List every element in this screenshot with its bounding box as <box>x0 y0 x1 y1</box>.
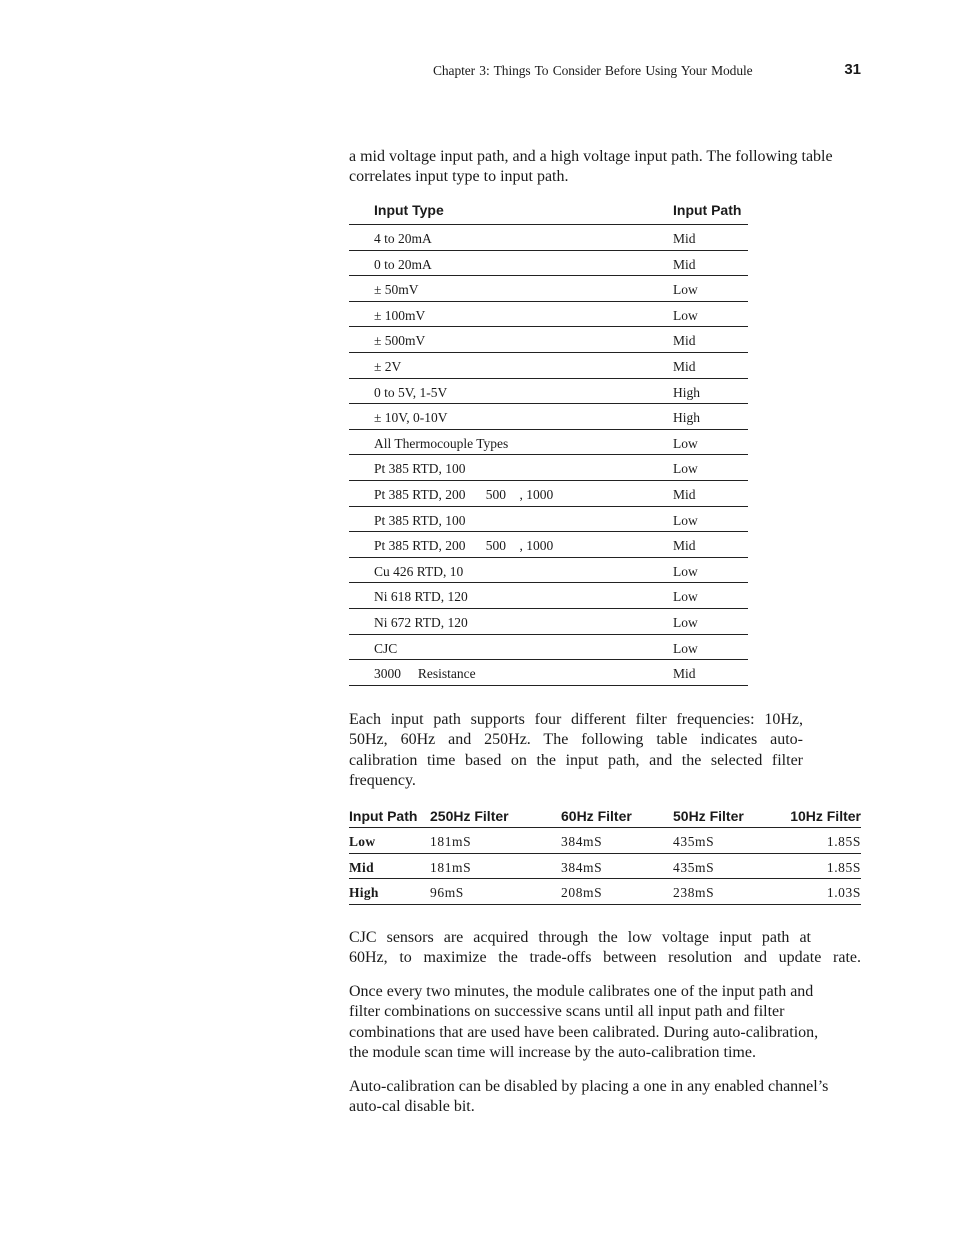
input-path-cell: Low <box>673 282 698 298</box>
calibration-line: combinations that are used have been calibrated. During auto-calibration, <box>349 1023 819 1041</box>
intro-line: a mid voltage input path, and a high voltage input path. The following table <box>349 148 833 165</box>
input-type-cell: Ni 618 RTD, 120 <box>374 589 468 605</box>
time-cell: 208mS <box>561 885 603 901</box>
time-cell: 181mS <box>430 834 472 849</box>
intro-paragraph <box>349 147 861 188</box>
input-type-cell: All Thermocouple Types <box>374 435 509 451</box>
time-cell: 96mS <box>430 885 464 901</box>
table-row <box>349 532 748 558</box>
header-60hz: 60Hz Filter <box>561 808 632 824</box>
table-row <box>349 455 748 481</box>
time-cell: 1.03S <box>826 885 861 901</box>
disable-paragraph <box>349 1077 861 1118</box>
table-header-row <box>349 803 861 828</box>
input-path-cell: Low <box>673 512 698 528</box>
filter-paragraph <box>349 710 803 791</box>
input-type-cell: Ni 672 RTD, 120 <box>374 614 468 630</box>
input-type-cell: Pt 385 RTD, 200 500 , 1000 <box>374 486 554 502</box>
path-cell: High <box>349 885 379 901</box>
input-type-cell: 4 to 20mA <box>374 231 432 246</box>
table-row <box>349 635 748 661</box>
cjc-paragraph <box>349 928 861 969</box>
table-row <box>349 609 748 635</box>
input-type-cell: Cu 426 RTD, 10 <box>374 563 464 579</box>
table-row <box>349 276 748 302</box>
table-row <box>349 251 748 277</box>
table-row <box>349 404 748 430</box>
input-path-cell: Low <box>673 461 698 477</box>
time-cell: 1.85S <box>826 834 861 849</box>
input-path-cell: Mid <box>673 486 696 502</box>
time-cell: 238mS <box>673 885 715 901</box>
page-number: 31 <box>844 61 861 78</box>
table-header-row <box>349 196 748 225</box>
header-input-path: Input Path <box>673 202 742 218</box>
calibration-line: Once every two minutes, the module calibrates one of the input path and <box>349 983 814 1000</box>
input-path-cell: High <box>673 410 700 426</box>
header-input-path: Input Path <box>349 808 418 824</box>
table-row <box>349 302 748 328</box>
input-type-cell: 3000 Resistance <box>374 666 476 682</box>
input-type-cell: CJC <box>374 640 398 656</box>
input-type-cell: ± 500mV <box>374 333 426 349</box>
table-row <box>349 379 748 405</box>
table-row <box>349 660 748 686</box>
input-path-cell: High <box>673 384 700 400</box>
time-cell: 384mS <box>561 859 603 875</box>
time-cell: 1.85S <box>826 859 861 875</box>
table-row <box>349 879 861 905</box>
input-type-cell: ± 10V, 0-10V <box>374 410 448 426</box>
time-cell: 435mS <box>673 859 715 875</box>
table-row <box>349 854 861 880</box>
cjc-line: 60Hz, to maximize the trade-offs between resolution and update rate. <box>349 949 861 967</box>
table-row <box>349 507 748 533</box>
calibration-line: filter combinations on successive scans until all input path and filter <box>349 1003 785 1021</box>
filter-line: Each input path supports four different filter frequencies: 10Hz, <box>349 711 803 728</box>
time-cell: 384mS <box>561 834 603 849</box>
table-row <box>349 225 748 251</box>
calibration-time-table <box>349 803 861 905</box>
filter-line: frequency. <box>349 771 416 789</box>
input-type-cell: ± 50mV <box>374 282 419 298</box>
input-path-cell: Low <box>673 640 698 656</box>
header-250hz: 250Hz Filter <box>430 808 509 824</box>
filter-line: calibration time based on the input path, and the selected filter <box>349 751 803 769</box>
filter-line: 50Hz, 60Hz and 250Hz. The following table indicates auto- <box>349 731 803 749</box>
input-path-cell: Mid <box>673 358 696 374</box>
input-path-cell: Low <box>673 435 698 451</box>
path-cell: Mid <box>349 859 374 875</box>
input-path-cell: Mid <box>673 333 696 349</box>
table-row <box>349 828 861 854</box>
disable-line: Auto-calibration can be disabled by placing a one in any enabled channel’s <box>349 1078 829 1095</box>
table-row <box>349 481 748 507</box>
time-cell: 435mS <box>673 834 715 849</box>
input-path-cell: Low <box>673 589 698 605</box>
header-10hz: 10Hz Filter <box>790 808 861 824</box>
path-cell: Low <box>349 834 376 849</box>
table-row <box>349 430 748 456</box>
input-path-cell: Mid <box>673 538 696 554</box>
input-type-table <box>349 196 748 686</box>
table-row <box>349 583 748 609</box>
input-type-cell: 0 to 20mA <box>374 256 432 272</box>
header-input-type: Input Type <box>374 202 444 218</box>
intro-line: correlates input type to input path. <box>349 168 569 186</box>
input-type-cell: Pt 385 RTD, 100 <box>374 512 466 528</box>
input-type-cell: ± 100mV <box>374 307 426 323</box>
header-50hz: 50Hz Filter <box>673 808 744 824</box>
input-path-cell: Low <box>673 563 698 579</box>
table-row <box>349 558 748 584</box>
calibration-line: the module scan time will increase by the auto-calibration time. <box>349 1043 756 1061</box>
calibration-paragraph <box>349 982 861 1063</box>
table-row <box>349 327 748 353</box>
input-path-cell: Mid <box>673 666 696 682</box>
cjc-line: CJC sensors are acquired through the low voltage input path at <box>349 929 811 946</box>
table-row <box>349 353 748 379</box>
input-path-cell: Low <box>673 307 698 323</box>
input-type-cell: Pt 385 RTD, 200 500 , 1000 <box>374 538 554 554</box>
input-type-cell: 0 to 5V, 1-5V <box>374 384 448 400</box>
running-header: Chapter 3: Things To Consider Before Using Your Module <box>433 63 753 78</box>
disable-line: auto-cal disable bit. <box>349 1098 475 1116</box>
input-path-cell: Low <box>673 614 698 630</box>
input-path-cell: Mid <box>673 256 696 272</box>
time-cell: 181mS <box>430 859 472 875</box>
input-type-cell: Pt 385 RTD, 100 <box>374 461 466 477</box>
input-path-cell: Mid <box>673 231 696 246</box>
input-type-cell: ± 2V <box>374 358 402 374</box>
